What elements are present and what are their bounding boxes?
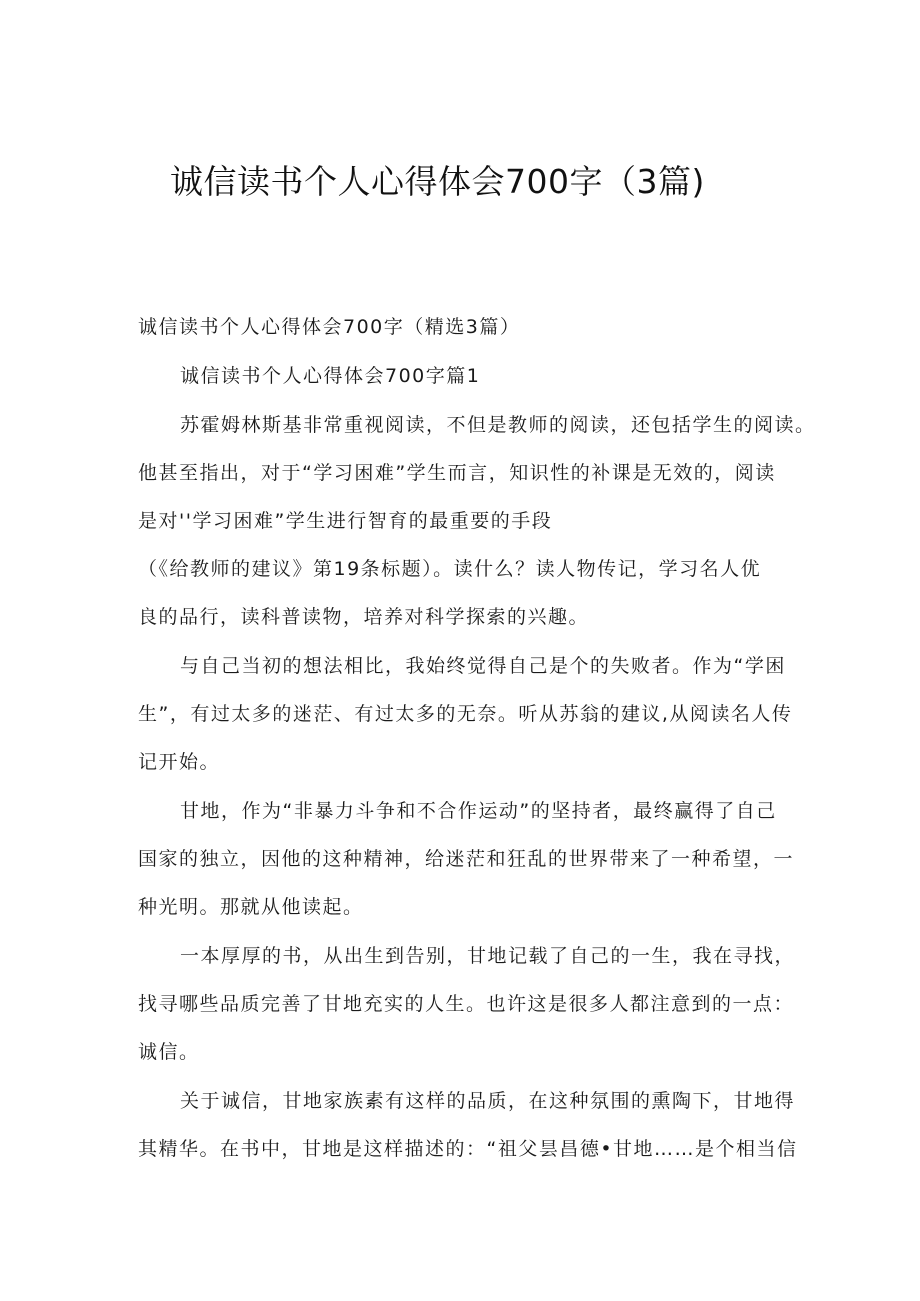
paragraph-line: 种光明。那就从他读起。	[138, 896, 364, 918]
document-title: 诚信读书个人心得体会700字（3篇)	[170, 162, 705, 201]
paragraph-line: 找寻哪些品质完善了甘地充实的人生。也许这是很多人都注意到的一点：	[138, 993, 795, 1015]
subtitle-line: 诚信读书个人心得体会700字（精选3篇）	[138, 316, 521, 338]
paragraph-line: 生”，有过太多的迷茫、有过太多的无奈。听从苏翁的建议,从阅读名人传	[138, 703, 793, 725]
paragraph-line: 甘地，作为“非暴力斗争和不合作运动”的坚持者，最终赢得了自己	[180, 800, 777, 822]
paragraph-line: 与自己当初的想法相比，我始终觉得自己是个的失败者。作为“学困	[180, 655, 786, 677]
paragraph-line: 其精华。在书中，甘地是这样描述的：“祖父昙昌德•甘地……是个相当信	[138, 1138, 798, 1160]
paragraph-line: 良的品行，读科普读物，培养对科学探索的兴趣。	[138, 606, 590, 628]
paragraph-line: 诚信。	[138, 1041, 200, 1063]
paragraph-line: 是对''学习困难”学生进行智育的最重要的手段	[138, 510, 553, 532]
section-heading: 诚信读书个人心得体会700字篇1	[180, 365, 481, 387]
paragraph-line: 关于诚信，甘地家族素有这样的品质，在这种氛围的熏陶下，甘地得	[180, 1090, 796, 1112]
paragraph-line: 国家的独立，因他的这种精神，给迷茫和狂乱的世界带来了一种希望，一	[138, 848, 795, 870]
paragraph-line: 记开始。	[138, 751, 221, 773]
paragraph-line: 一本厚厚的书，从出生到告别，甘地记载了自己的一生，我在寻找，	[180, 945, 796, 967]
paragraph-line: 他甚至指出，对于“学习困难”学生而言，知识性的补课是无效的，阅读	[138, 462, 776, 484]
paragraph-line: （《给教师的建议》第19条标题）。读什么？读人物传记，学习名人优	[138, 558, 762, 580]
paragraph-line: 苏霍姆林斯基非常重视阅读，不但是教师的阅读，还包括学生的阅读。	[180, 414, 816, 436]
